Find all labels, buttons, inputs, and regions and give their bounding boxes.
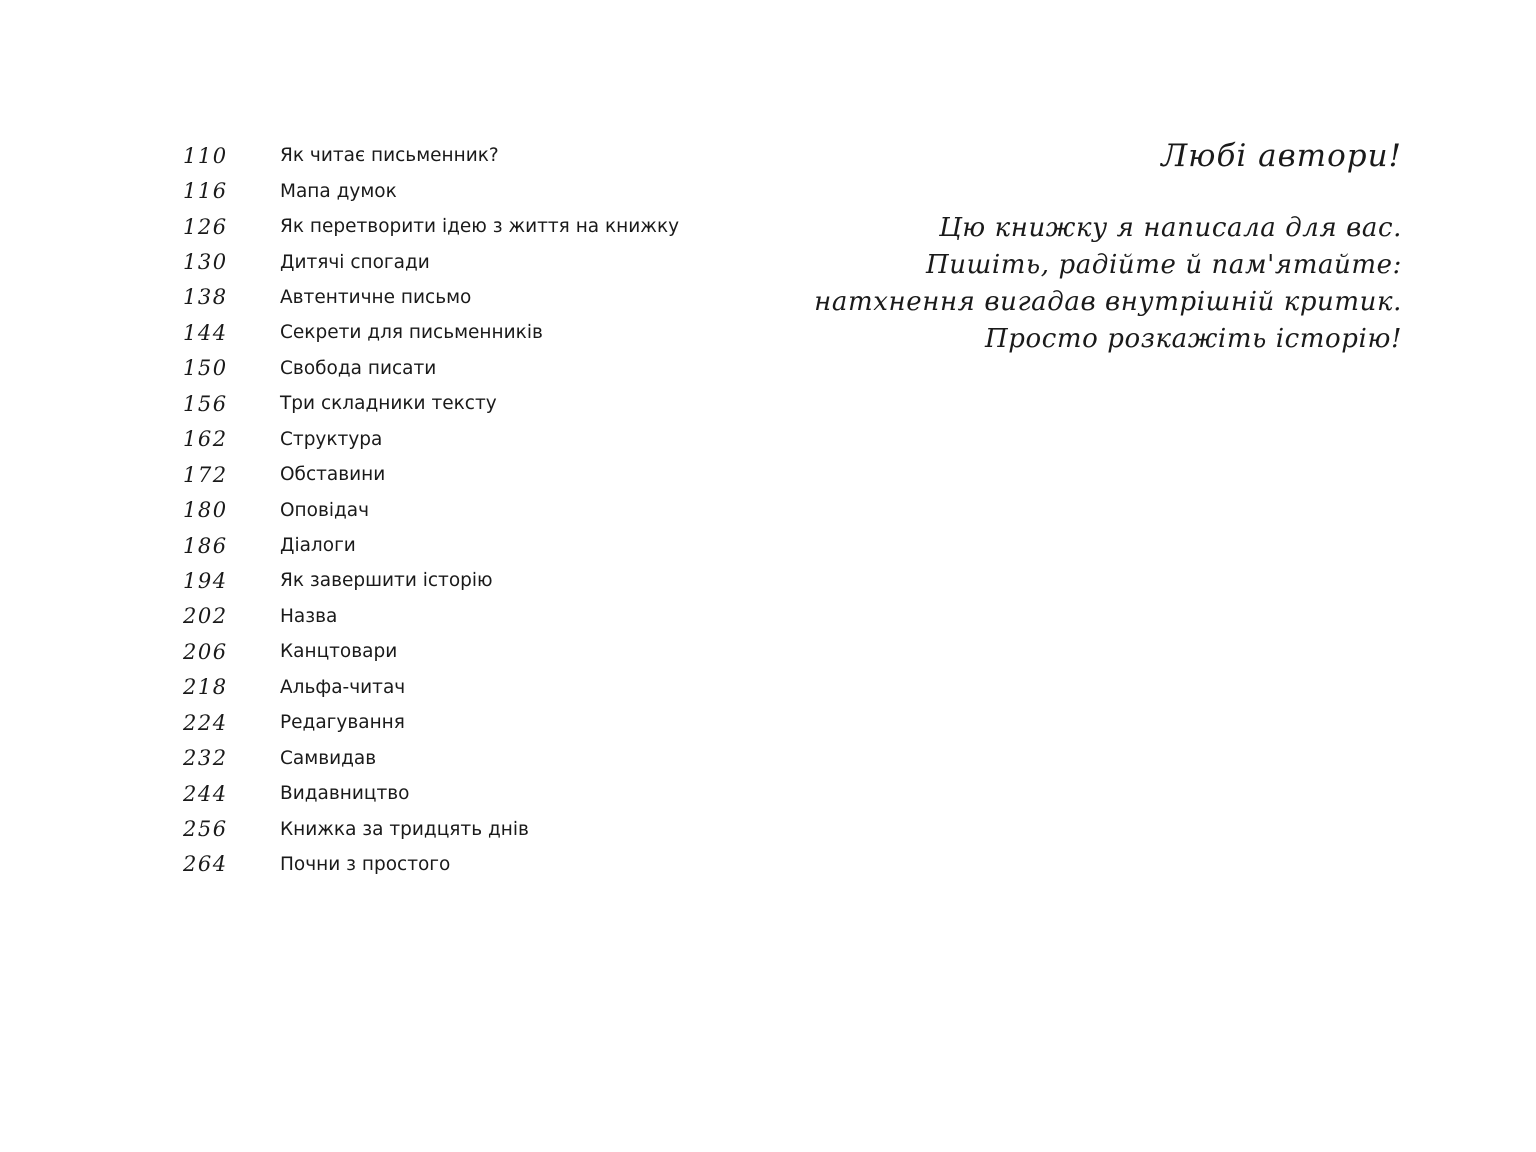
toc-title: Автентичне письмо [280,286,472,308]
toc-entry[interactable] [183,670,743,705]
toc-page-number: 162 [183,427,228,452]
toc-page-number: 186 [183,533,228,558]
toc-entry[interactable] [183,599,743,634]
note-line: Пишіть, радійте й пам'ятайте: [926,250,1402,280]
note-greeting: Любі автори! [1161,138,1402,174]
toc-title: Назва [280,605,338,627]
toc-page-number: 138 [183,285,228,310]
toc-entry[interactable] [183,351,743,386]
toc-page-number: 224 [183,710,228,735]
toc-entry[interactable] [183,492,743,527]
toc-entry[interactable] [183,563,743,598]
toc-page-number: 206 [183,639,228,664]
toc-title: Як завершити історію [280,570,493,592]
toc-title: Самвидав [280,747,377,769]
toc-entry[interactable] [183,280,743,315]
toc-title: Видавництво [280,783,410,805]
toc-title: Оповідач [280,499,370,521]
toc-title: Секрети для письменників [280,322,543,344]
toc-page-number: 144 [183,320,228,345]
toc-entry[interactable] [183,138,743,173]
toc-title: Канцтовари [280,641,398,663]
toc-title: Як перетворити ідею з життя на книжку [280,216,680,238]
toc-title: Структура [280,428,383,450]
toc-entry[interactable] [183,315,743,350]
note-line: Цю книжку я написала для вас. [938,213,1402,243]
note-line: натхнення вигадав внутрішній критик. [814,287,1402,317]
table-of-contents [183,138,743,882]
toc-entry[interactable] [183,244,743,279]
toc-page-number: 264 [183,852,228,877]
toc-entry[interactable] [183,386,743,421]
toc-page-number: 180 [183,498,228,523]
toc-page-number: 172 [183,462,228,487]
toc-title: Мапа думок [280,180,397,202]
note-line: Просто розкажіть історію! [984,324,1402,354]
toc-title: Книжка за тридцять днів [280,818,529,840]
toc-entry[interactable] [183,811,743,846]
toc-entry[interactable] [183,173,743,208]
toc-title: Дитячі спогади [280,251,430,273]
toc-title: Почни з простого [280,853,451,875]
toc-title: Діалоги [280,535,356,557]
toc-title: Як читає письменник? [280,145,499,167]
toc-page-number: 116 [183,179,228,204]
toc-page-number: 130 [183,250,228,275]
toc-entry[interactable] [183,847,743,882]
toc-page-number: 232 [183,746,228,771]
toc-page-number: 156 [183,391,228,416]
toc-page-number: 256 [183,817,228,842]
toc-page-number: 126 [183,214,228,239]
toc-title: Обставини [280,464,386,486]
toc-entry[interactable] [183,740,743,775]
handwritten-note [782,132,1402,358]
toc-title: Альфа-читач [280,676,406,698]
toc-page-number: 150 [183,356,228,381]
toc-page-number: 244 [183,781,228,806]
toc-entry[interactable] [183,422,743,457]
toc-entry[interactable] [183,209,743,244]
toc-page-number: 202 [183,604,228,629]
toc-title: Три складники тексту [280,393,497,415]
toc-page-number: 218 [183,675,228,700]
toc-title: Свобода писати [280,357,437,379]
toc-entry[interactable] [183,528,743,563]
toc-entry[interactable] [183,705,743,740]
toc-title: Редагування [280,712,405,734]
toc-entry[interactable] [183,776,743,811]
toc-entry[interactable] [183,457,743,492]
toc-page-number: 194 [183,568,228,593]
toc-page-number: 110 [183,143,228,168]
toc-entry[interactable] [183,634,743,669]
